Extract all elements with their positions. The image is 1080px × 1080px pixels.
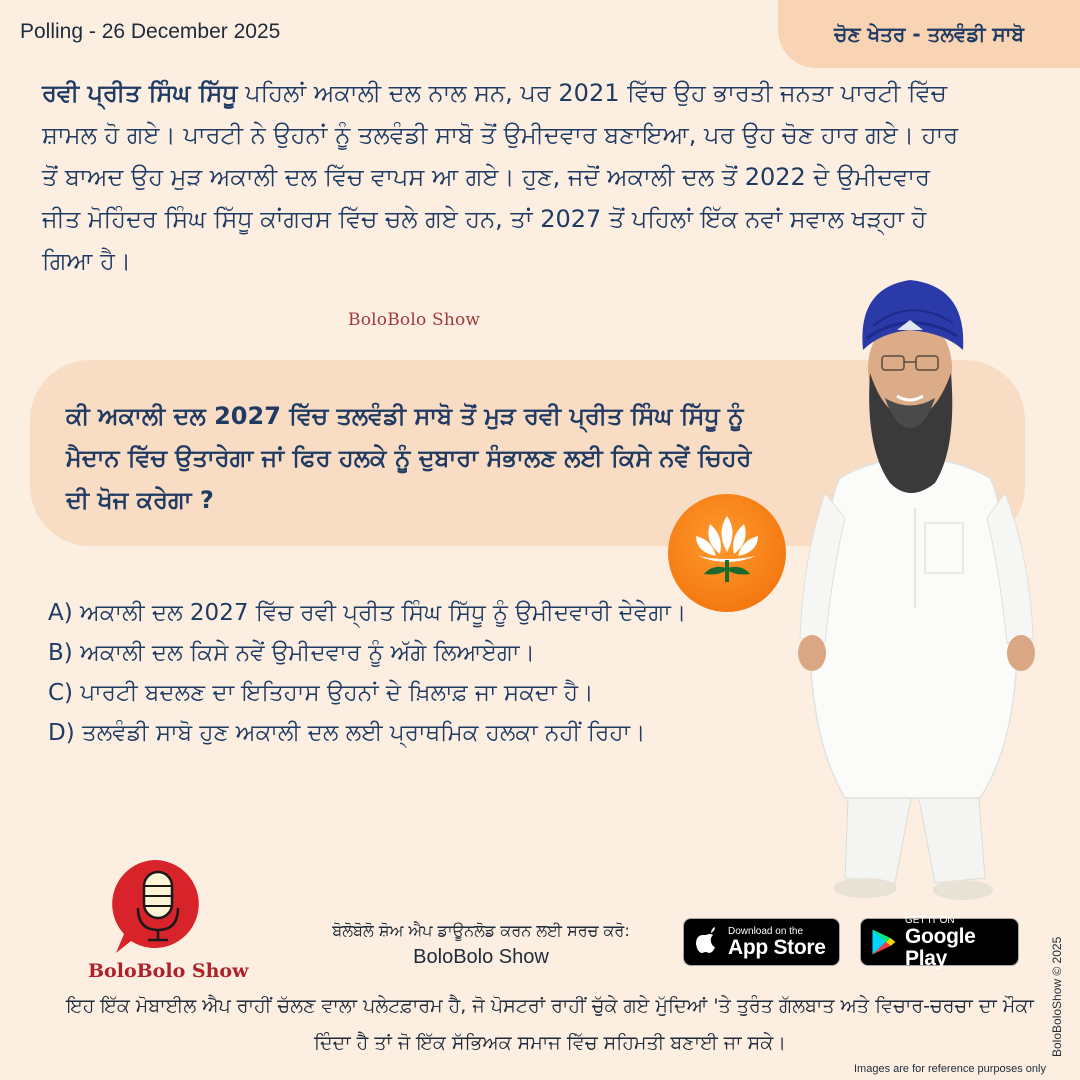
image-disclaimer: Images are for reference purposes only — [854, 1063, 1046, 1075]
platform-description: ਇਹ ਇੱਕ ਮੋਬਾਈਲ ਐਪ ਰਾਹੀਂ ਚੱਲਣ ਵਾਲਾ ਪਲੇਟਫ਼ਾਰਮ ਹੈ, ਜੋ ਪੋਸਟਰਾਂ ਰਾਹੀਂ ਚੁੱਕੇ ਗਏ ਮੁੱਦਿਆਂ 'ਤੇ ਤੁਰੰਤ ਗੱਲਬਾਤ ਅਤੇ ਵਿਚਾਰ-ਚਰਚਾ ਦਾ ਮੌਕਾ ਦਿੰਦਾ ਹੈ ਤਾਂ ਜੋ ਇੱਕ ਸੱਭਿਅਕ ਸਮਾਜ ਵਿੱਚ ਸਹਿਮਤੀ ਬਣਾਈ ਜਾ ਸਕੇ। — [66, 995, 1034, 1054]
poll-question: ਕੀ ਅਕਾਲੀ ਦਲ 2027 ਵਿੱਚ ਤਲਵੰਡੀ ਸਾਬੋ ਤੋਂ ਮੁੜ ਰਵੀ ਪ੍ਰੀਤ ਸਿੰਘ ਸਿੱਧੂ ਨੂੰ ਮੈਦਾਨ ਵਿੱਚ ਉਤਾਰੇਗਾ ਜਾਂ ਫਿਰ ਹਲਕੇ ਨੂੰ ਦੁਬਾਰਾ ਸੰਭਾਲਣ ਲਈ ਕਿਸੇ ਨਵੇਂ ਚਿਹਰੇ ਦੀ ਖੋਜ ਕਰੇਗਾ ? — [66, 402, 752, 514]
intro-paragraph — [42, 72, 972, 282]
poll-option-c[interactable]: C) ਪਾਰਟੀ ਬਦਲਣ ਦਾ ਇਤਿਹਾਸ ਉਹਨਾਂ ਦੇ ਖ਼ਿਲਾਫ਼ ਜਾ ਸਕਦਾ ਹੈ। — [48, 680, 594, 706]
app-store-label: App Store — [728, 935, 826, 959]
apple-icon — [684, 920, 728, 964]
poll-date: Polling - 26 December 2025 — [20, 20, 281, 43]
app-download-label: ਬੋਲੋਬੋਲੋ ਸ਼ੋਅ ਐਪ ਡਾਊਨਲੋਡ ਕਰਨ ਲਈ ਸਰਚ ਕਰੋ: — [332, 921, 630, 940]
google-play-small-label: GET IT ON — [905, 914, 955, 926]
candidate-photo — [785, 278, 1055, 918]
intro-text: ਪਹਿਲਾਂ ਅਕਾਲੀ ਦਲ ਨਾਲ ਸਨ, ਪਰ 2021 ਵਿੱਚ ਉਹ ਭਾਰਤੀ ਜਨਤਾ ਪਾਰਟੀ ਵਿੱਚ ਸ਼ਾਮਲ ਹੋ ਗਏ। ਪਾਰਟੀ ਨੇ ਉਹਨਾਂ ਨੂੰ ਤਲਵੰਡੀ ਸਾਬੋ ਤੋਂ ਉਮੀਦਵਾਰ ਬਣਾਇਆ, ਪਰ ਉਹ ਚੋਣ ਹਾਰ ਗਏ। ਹਾਰ ਤੋਂ ਬਾਅਦ ਉਹ ਮੁੜ ਅਕਾਲੀ ਦਲ ਵਿੱਚ ਵਾਪਸ ਆ ਗਏ। ਹੁਣ, ਜਦੋਂ ਅਕਾਲੀ ਦਲ ਤੋਂ 2022 ਦੇ ਉਮੀਦਵਾਰ ਜੀਤ ਮੋਹਿੰਦਰ ਸਿੰਘ ਸਿੱਧੂ ਕਾਂਗਰਸ ਵਿੱਚ ਚਲੇ ਗਏ ਹਨ, ਤਾਂ 2027 ਤੋਂ ਪਹਿਲਾਂ ਇੱਕ ਨਵਾਂ ਸਵਾਲ ਖੜ੍ਹਾ ਹੋ ਗਿਆ ਹੈ। — [42, 79, 959, 275]
google-play-button[interactable] — [860, 914, 1019, 970]
watermark-brand: BoloBolo Show — [348, 310, 481, 330]
google-play-icon — [861, 920, 905, 964]
brand-logo-text: BoloBolo Show — [88, 960, 249, 982]
app-search-name: BoloBolo Show — [413, 946, 549, 968]
party-symbol-badge — [668, 494, 786, 612]
candidate-name: ਰਵੀ ਪ੍ਰੀਤ ਸਿੰਘ ਸਿੱਧੂ — [42, 79, 238, 107]
app-store-button[interactable] — [683, 918, 840, 966]
lotus-icon — [668, 494, 786, 612]
poll-option-a[interactable]: A) ਅਕਾਲੀ ਦਲ 2027 ਵਿੱਚ ਰਵੀ ਪ੍ਰੀਤ ਸਿੰਘ ਸਿੱਧੂ ਨੂੰ ਉਮੀਦਵਾਰੀ ਦੇਵੇਗਾ। — [48, 600, 687, 626]
copyright-text: BoloBoloShow © 2025 — [1050, 936, 1064, 1057]
poll-options — [48, 593, 788, 753]
poll-option-b[interactable]: B) ਅਕਾਲੀ ਦਲ ਕਿਸੇ ਨਵੇਂ ਉਮੀਦਵਾਰ ਨੂੰ ਅੱਗੇ ਲਿਆਏਗਾ। — [48, 640, 535, 666]
google-play-label: Google Play — [905, 924, 976, 970]
app-store-small-label: Download on the — [728, 925, 804, 937]
app-download-prompt — [296, 918, 666, 970]
constituency-label: ਚੋਣ ਖੇਤਰ - ਤਲਵੰਡੀ ਸਾਬੋ — [834, 22, 1024, 46]
poll-option-d[interactable]: D) ਤਲਵੰਡੀ ਸਾਬੋ ਹੁਣ ਅਕਾਲੀ ਦਲ ਲਈ ਪ੍ਰਾਥਮਿਕ ਹਲਕਾ ਨਹੀਂ ਰਿਹਾ। — [48, 720, 646, 746]
constituency-tab — [778, 0, 1080, 68]
